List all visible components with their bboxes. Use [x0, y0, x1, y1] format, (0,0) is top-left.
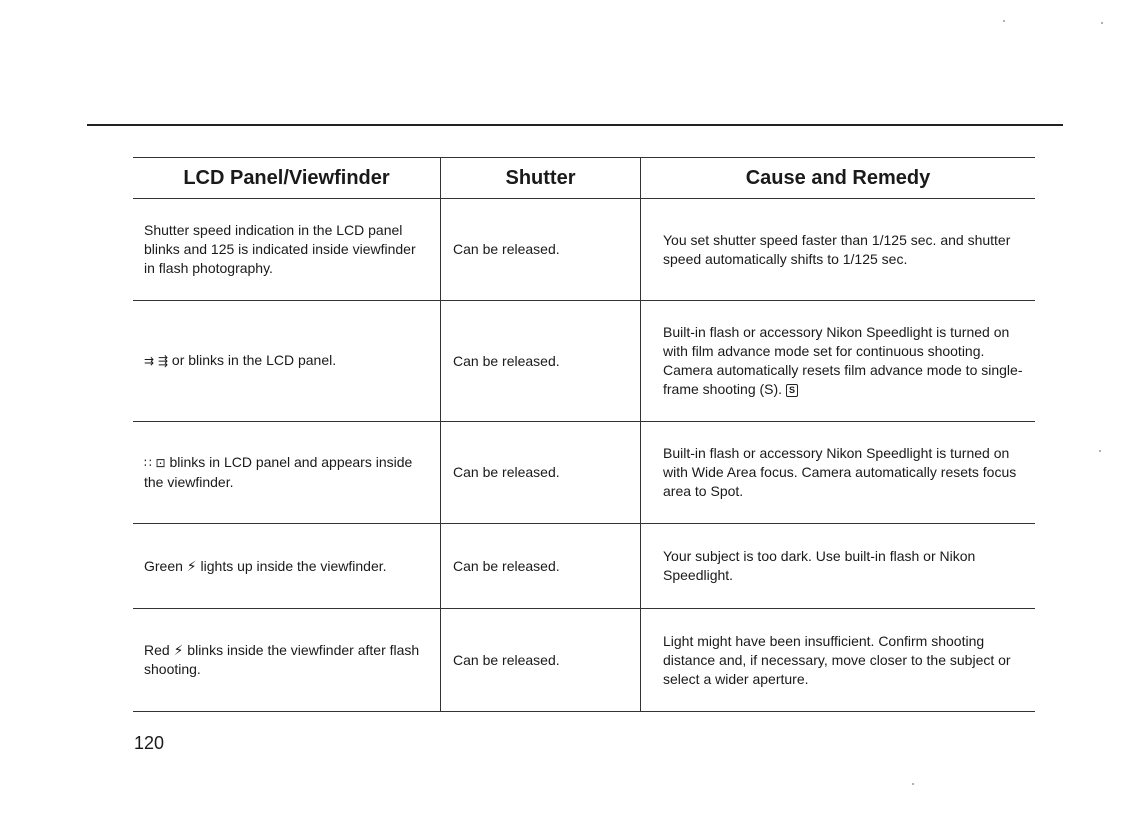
lcd-cell [133, 301, 441, 421]
lcd-cell [133, 422, 441, 523]
continuous-shooting-high-icon: ⇶ [157, 354, 169, 368]
lcd-cell: Green ⚡ lights up inside the viewfinder. [133, 524, 441, 608]
cause-cell [641, 301, 1035, 421]
table-row [133, 609, 1035, 711]
shutter-cell: Can be released. [441, 422, 641, 523]
wide-area-focus-icon: ∷ [144, 456, 152, 470]
table-row [133, 524, 1035, 609]
cause-cell: Your subject is too dark. Use built-in flash or Nikon Speedlight. [663, 548, 976, 583]
spot-focus-icon: ⊡ [155, 456, 166, 470]
cause-cell: Light might have been insufficient. Confirm shooting distance and, if necessary, move closer to the subject or select a wider aperture. [663, 632, 1011, 687]
table-row [133, 422, 1035, 524]
lcd-cell: Shutter speed indication in the LCD panel blinks and 125 is indicated inside viewfinder in flash photography. [133, 199, 441, 300]
top-rule [87, 124, 1063, 126]
header-shutter: Shutter [441, 158, 641, 198]
troubleshooting-table [133, 157, 1035, 712]
lcd-text: or blinks in the LCD panel. [171, 352, 337, 368]
shutter-cell: Can be released. [441, 301, 641, 421]
scan-speck [912, 783, 914, 785]
scan-speck [1003, 20, 1005, 22]
continuous-shooting-low-icon: ⇉ [144, 354, 155, 368]
shutter-cell: Can be released. [441, 609, 641, 711]
table-header-row [133, 158, 1035, 199]
lcd-cell: Red ⚡ blinks inside the viewfinder after flash shooting. [133, 609, 441, 711]
cause-text: Built-in flash or accessory Nikon Speedlight is turned on with film advance mode set for continuous shooting. Camera automatically resets film advance mode to single-frame shooting (S). [663, 324, 1023, 397]
single-frame-icon: S [786, 384, 798, 397]
table-row [133, 301, 1035, 422]
shutter-cell: Can be released. [441, 524, 641, 608]
shutter-cell: Can be released. [441, 199, 641, 300]
page-number: 120 [134, 733, 165, 753]
scan-speck [1099, 450, 1101, 452]
table-row [133, 199, 1035, 301]
cause-cell: Built-in flash or accessory Nikon Speedlight is turned on with Wide Area focus. Camera automatically resets focus area to Spot. [663, 445, 1017, 499]
header-lcd-panel-viewfinder: LCD Panel/Viewfinder [133, 158, 441, 198]
lcd-text: blinks in LCD panel and appears inside the viewfinder. [144, 454, 413, 490]
scan-speck [1101, 22, 1103, 24]
cause-cell: You set shutter speed faster than 1/125 sec. and shutter speed automatically shifts to 1/125 sec. [663, 231, 1011, 267]
header-cause-and-remedy: Cause and Remedy [745, 166, 931, 189]
